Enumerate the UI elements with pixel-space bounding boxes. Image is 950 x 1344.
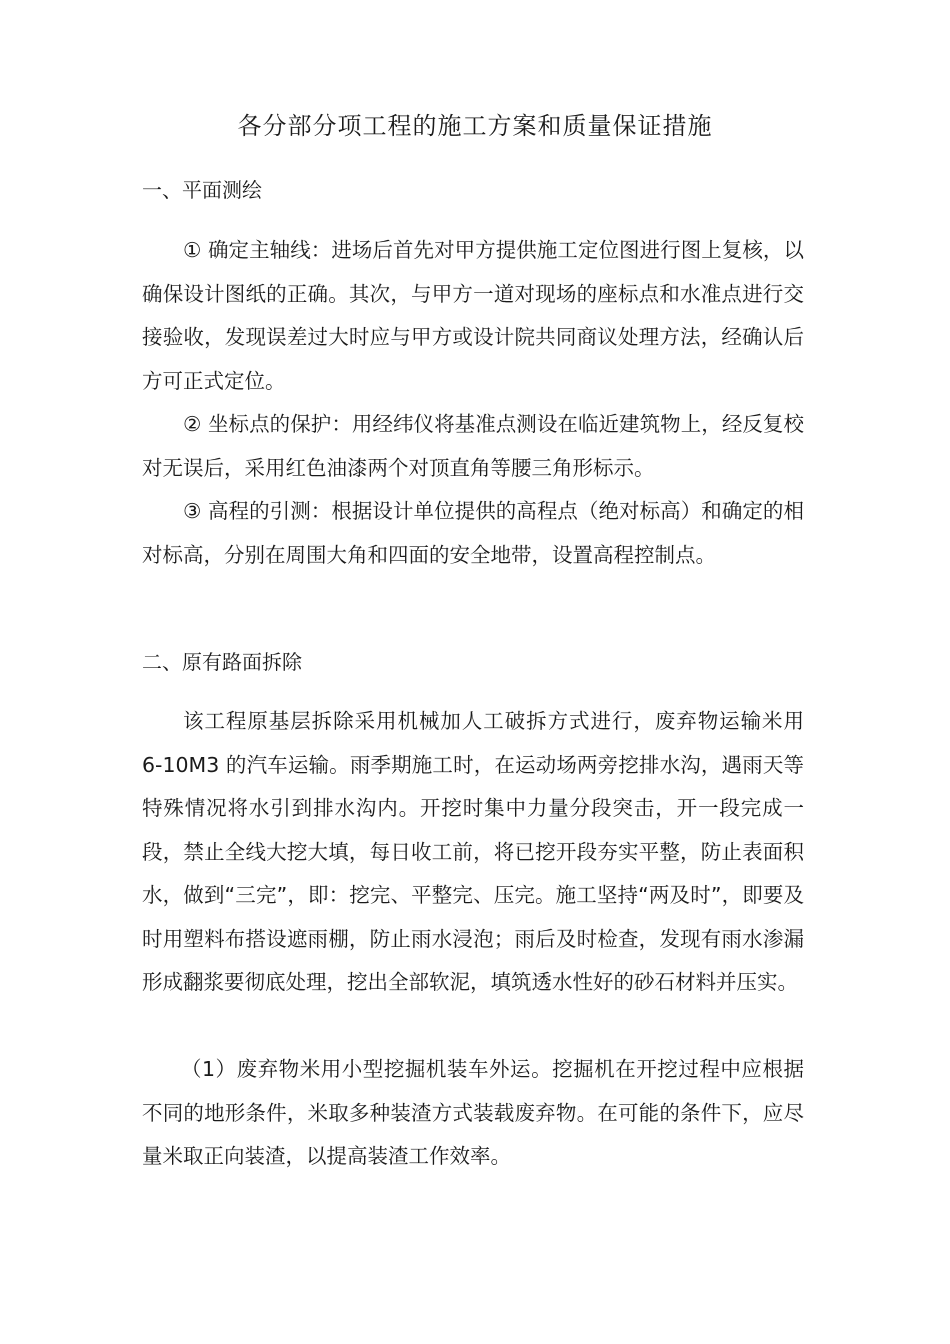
paragraph-demolition: 该工程原基层拆除采用机械加人工破拆方式进行，废弃物运输米用 6-10M3 的汽车运输。雨季期施工时，在运动场两旁挖排水沟，遇雨天等特殊情况将水引到排水沟内。开挖时集中力量分段突击，开一段完成一段，禁止全线大挖大填，每日收工前，将已挖开段夯实平整，防止表面积水，做到“三完”，即：挖完、平整完、压完。施工坚持“两及时”，即要及时用塑料布搭设遮雨棚，防止雨水浸泡；雨后及时检查，发现有雨水渗漏形成翻浆要彻底处理，挖出全部软泥，填筑透水性好的砂石材料并压实。 [142,709,804,994]
section-heading-survey: 一、平面测绘 [142,178,262,202]
paragraph-waste-removal: （1）废弃物米用小型挖掘机装车外运。挖掘机在开挖过程中应根据不同的地形条件，米取多种装渣方式装载废弃物。在可能的条件下，应尽量米取正向装渣，以提高装渣工作效率。 [142,1057,804,1168]
paragraph-coordinate-protection: ② 坐标点的保护：用经纬仪将基准点测设在临近建筑物上，经反复校对无误后，采用红色油漆两个对顶直角等腰三角形标示。 [142,412,804,480]
section-heading-demolition: 二、原有路面拆除 [142,650,302,674]
document-title: 各分部分项工程的施工方案和质量保证措施 [237,112,713,140]
paragraph-main-axis: ① 确定主轴线：进场后首先对甲方提供施工定位图进行图上复核，以确保设计图纸的正确。其次，与甲方一道对现场的座标点和水准点进行交接验收，发现误差过大时应与甲方或设计院共同商议处理方法，经确认后方可正式定位。 [142,238,804,393]
paragraph-elevation: ③ 高程的引测：根据设计单位提供的高程点（绝对标高）和确定的相对标高，分别在周围大角和四面的安全地带，设置高程控制点。 [142,499,804,567]
